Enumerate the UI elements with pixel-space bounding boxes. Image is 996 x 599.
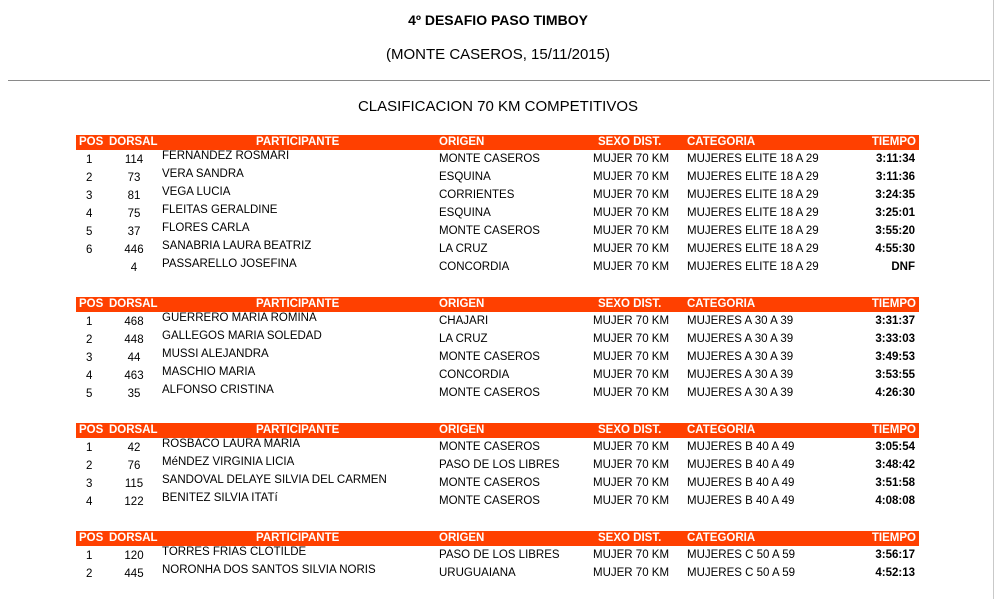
cell-tiempo: 4:52:13: [875, 567, 915, 579]
header-sexo-dist: SEXO DIST.: [598, 136, 662, 148]
cell-dorsal: 76: [127, 460, 141, 472]
header-dorsal: DORSAL: [109, 136, 158, 148]
cell-dorsal: 4: [130, 262, 138, 274]
cell-categoria: MUJERES ELITE 18 A 29: [687, 243, 819, 255]
cell-categoria: MUJERES C 50 A 59: [687, 549, 796, 561]
cell-tiempo: 3:33:03: [875, 333, 915, 345]
cell-origen: CORRIENTES: [439, 189, 515, 201]
table-row: [76, 150, 919, 168]
header-pos: POS: [79, 424, 104, 436]
cell-dorsal: 75: [127, 208, 141, 220]
cell-participante: MéNDEZ VIRGINIA LICIA: [162, 456, 295, 468]
cell-origen: ESQUINA: [439, 171, 491, 183]
cell-pos: 4: [86, 208, 93, 220]
cell-tiempo: 3:11:34: [875, 153, 915, 165]
cell-categoria: MUJERES ELITE 18 A 29: [687, 189, 819, 201]
table-row: [76, 564, 919, 582]
cell-dorsal: 468: [124, 316, 144, 328]
header-sexo-dist: SEXO DIST.: [598, 424, 662, 436]
event-title: 4º DESAFIO PASO TIMBOY: [408, 12, 588, 28]
cell-dorsal: 73: [127, 172, 141, 184]
cell-tiempo: 3:51:58: [875, 477, 915, 489]
cell-participante: FLORES CARLA: [162, 222, 250, 234]
cell-origen: LA CRUZ: [439, 243, 488, 255]
cell-tiempo: 3:25:01: [875, 207, 915, 219]
cell-dorsal: 42: [127, 442, 141, 454]
cell-participante: SANABRIA LAURA BEATRIZ: [162, 240, 312, 252]
event-subtitle: (MONTE CASEROS, 15/11/2015): [386, 46, 610, 63]
cell-dorsal: 114: [124, 154, 144, 166]
cell-tiempo: 4:08:08: [875, 495, 915, 507]
cell-origen: MONTE CASEROS: [439, 477, 540, 489]
cell-categoria: MUJERES A 30 A 39: [687, 333, 794, 345]
header-sexo-dist: SEXO DIST.: [598, 298, 662, 310]
header-tiempo: TIEMPO: [871, 136, 916, 148]
header-dorsal: DORSAL: [109, 424, 158, 436]
table-header: [76, 135, 919, 150]
cell-sexo-dist: MUJER 70 KM: [593, 459, 670, 471]
cell-origen: MONTE CASEROS: [439, 153, 540, 165]
table-row: [76, 312, 919, 330]
cell-participante: MASCHIO MARIA: [162, 366, 256, 378]
cell-origen: LA CRUZ: [439, 333, 488, 345]
cell-pos: 2: [86, 172, 93, 184]
cell-sexo-dist: MUJER 70 KM: [593, 477, 670, 489]
cell-participante: TORRES FRIAS CLOTILDE: [162, 546, 307, 558]
table-row: [76, 438, 919, 456]
header-origen: ORIGEN: [439, 424, 485, 436]
page-right-border: [993, 0, 994, 599]
table-row: [76, 546, 919, 564]
cell-origen: MONTE CASEROS: [439, 351, 540, 363]
cell-participante: FERNANDEZ ROSMARI: [162, 150, 290, 162]
cell-categoria: MUJERES B 40 A 49: [687, 441, 795, 453]
cell-sexo-dist: MUJER 70 KM: [593, 153, 670, 165]
cell-origen: MONTE CASEROS: [439, 441, 540, 453]
cell-participante: ALFONSO CRISTINA: [162, 384, 274, 396]
header-participante: PARTICIPANTE: [256, 136, 340, 148]
cell-categoria: MUJERES ELITE 18 A 29: [687, 261, 819, 273]
cell-tiempo: 3:11:36: [875, 171, 915, 183]
cell-pos: 2: [86, 334, 93, 346]
cell-sexo-dist: MUJER 70 KM: [593, 207, 670, 219]
cell-dorsal: 446: [124, 244, 144, 256]
cell-pos: 4: [86, 496, 93, 508]
header-sexo-dist: SEXO DIST.: [598, 532, 662, 544]
cell-participante: NORONHA DOS SANTOS SILVIA NORIS: [162, 564, 376, 576]
cell-pos: 4: [86, 370, 93, 382]
cell-sexo-dist: MUJER 70 KM: [593, 441, 670, 453]
cell-tiempo: DNF: [891, 261, 915, 273]
cell-pos: 2: [86, 460, 93, 472]
header-dorsal: DORSAL: [109, 532, 158, 544]
cell-categoria: MUJERES B 40 A 49: [687, 459, 795, 471]
cell-sexo-dist: MUJER 70 KM: [593, 171, 670, 183]
cell-sexo-dist: MUJER 70 KM: [593, 351, 670, 363]
cell-categoria: MUJERES B 40 A 49: [687, 495, 795, 507]
header-participante: PARTICIPANTE: [256, 424, 340, 436]
cell-sexo-dist: MUJER 70 KM: [593, 567, 670, 579]
cell-tiempo: 3:31:37: [875, 315, 915, 327]
cell-participante: FLEITAS GERALDINE: [162, 204, 278, 216]
header-origen: ORIGEN: [439, 298, 485, 310]
results-group: [76, 135, 919, 276]
cell-categoria: MUJERES ELITE 18 A 29: [687, 225, 819, 237]
cell-origen: PASO DE LOS LIBRES: [439, 549, 560, 561]
table-row: [76, 366, 919, 384]
table-row: [76, 348, 919, 366]
table-row: [76, 258, 919, 276]
cell-pos: 5: [86, 226, 93, 238]
header-origen: ORIGEN: [439, 532, 485, 544]
cell-origen: URUGUAIANA: [439, 567, 516, 579]
header-categoria: CATEGORIA: [687, 424, 756, 436]
cell-categoria: MUJERES A 30 A 39: [687, 387, 794, 399]
cell-categoria: MUJERES ELITE 18 A 29: [687, 207, 819, 219]
cell-sexo-dist: MUJER 70 KM: [593, 495, 670, 507]
cell-pos: 1: [86, 550, 93, 562]
cell-origen: MONTE CASEROS: [439, 495, 540, 507]
cell-origen: ESQUINA: [439, 207, 491, 219]
cell-participante: PASSARELLO JOSEFINA: [162, 258, 297, 270]
cell-pos: 3: [86, 190, 93, 202]
cell-tiempo: 3:05:54: [875, 441, 915, 453]
cell-dorsal: 120: [124, 550, 144, 562]
cell-participante: BENITEZ SILVIA ITATí: [162, 492, 278, 504]
cell-dorsal: 81: [127, 190, 141, 202]
cell-pos: 1: [86, 316, 93, 328]
cell-pos: 3: [86, 478, 93, 490]
results-group: [76, 423, 919, 510]
table-row: [76, 456, 919, 474]
table-row: [76, 168, 919, 186]
cell-categoria: MUJERES A 30 A 39: [687, 315, 794, 327]
cell-sexo-dist: MUJER 70 KM: [593, 387, 670, 399]
cell-dorsal: 463: [124, 370, 144, 382]
cell-tiempo: 3:48:42: [875, 459, 915, 471]
table-row: [76, 330, 919, 348]
cell-categoria: MUJERES B 40 A 49: [687, 477, 795, 489]
cell-participante: GUERRERO MARIA ROMINA: [162, 312, 317, 324]
cell-pos: 3: [86, 352, 93, 364]
table-header: [76, 297, 919, 312]
cell-tiempo: 3:53:55: [875, 369, 915, 381]
table-row: [76, 204, 919, 222]
table-row: [76, 186, 919, 204]
header-dorsal: DORSAL: [109, 298, 158, 310]
header-tiempo: TIEMPO: [871, 424, 916, 436]
header-pos: POS: [79, 298, 104, 310]
cell-dorsal: 37: [127, 226, 141, 238]
cell-sexo-dist: MUJER 70 KM: [593, 369, 670, 381]
cell-sexo-dist: MUJER 70 KM: [593, 243, 670, 255]
cell-participante: MUSSI ALEJANDRA: [162, 348, 269, 360]
cell-categoria: MUJERES ELITE 18 A 29: [687, 153, 819, 165]
divider: [8, 80, 990, 81]
table-row: [76, 492, 919, 510]
cell-dorsal: 448: [124, 334, 144, 346]
results-group: [76, 297, 919, 402]
cell-origen: CONCORDIA: [439, 261, 510, 273]
header-pos: POS: [79, 532, 104, 544]
cell-tiempo: 3:49:53: [875, 351, 915, 363]
cell-participante: ROSBACO LAURA MARIA: [162, 438, 301, 450]
cell-dorsal: 122: [124, 496, 144, 508]
cell-categoria: MUJERES ELITE 18 A 29: [687, 171, 819, 183]
cell-pos: 1: [86, 154, 93, 166]
cell-categoria: MUJERES A 30 A 39: [687, 351, 794, 363]
cell-dorsal: 445: [124, 568, 144, 580]
cell-origen: MONTE CASEROS: [439, 225, 540, 237]
cell-tiempo: 3:56:17: [875, 549, 915, 561]
section-title: CLASIFICACION 70 KM COMPETITIVOS: [357, 98, 639, 115]
cell-sexo-dist: MUJER 70 KM: [593, 261, 670, 273]
cell-sexo-dist: MUJER 70 KM: [593, 315, 670, 327]
header-tiempo: TIEMPO: [871, 532, 916, 544]
cell-tiempo: 3:55:20: [875, 225, 915, 237]
header-pos: POS: [79, 136, 104, 148]
cell-dorsal: 44: [127, 352, 141, 364]
cell-categoria: MUJERES A 30 A 39: [687, 369, 794, 381]
header-origen: ORIGEN: [439, 136, 485, 148]
cell-origen: PASO DE LOS LIBRES: [439, 459, 560, 471]
table-row: [76, 474, 919, 492]
cell-sexo-dist: MUJER 70 KM: [593, 549, 670, 561]
cell-origen: CHAJARI: [439, 315, 489, 327]
header-categoria: CATEGORIA: [687, 136, 756, 148]
cell-pos: 5: [86, 388, 93, 400]
cell-pos: 1: [86, 442, 93, 454]
header-categoria: CATEGORIA: [687, 298, 756, 310]
header-tiempo: TIEMPO: [871, 298, 916, 310]
cell-sexo-dist: MUJER 70 KM: [593, 225, 670, 237]
cell-origen: CONCORDIA: [439, 369, 510, 381]
cell-origen: MONTE CASEROS: [439, 387, 540, 399]
cell-sexo-dist: MUJER 70 KM: [593, 333, 670, 345]
cell-pos: 2: [86, 568, 93, 580]
cell-categoria: MUJERES C 50 A 59: [687, 567, 796, 579]
results-group: [76, 531, 919, 582]
table-row: [76, 222, 919, 240]
table-row: [76, 384, 919, 402]
cell-dorsal: 35: [127, 388, 141, 400]
cell-dorsal: 115: [124, 478, 144, 490]
table-header: [76, 423, 919, 438]
cell-sexo-dist: MUJER 70 KM: [593, 189, 670, 201]
header-categoria: CATEGORIA: [687, 532, 756, 544]
header-participante: PARTICIPANTE: [256, 532, 340, 544]
cell-pos: 6: [86, 244, 93, 256]
cell-tiempo: 4:55:30: [875, 243, 915, 255]
cell-tiempo: 3:24:35: [875, 189, 915, 201]
header-participante: PARTICIPANTE: [256, 298, 340, 310]
cell-participante: SANDOVAL DELAYE SILVIA DEL CARMEN: [162, 474, 387, 486]
cell-participante: VERA SANDRA: [162, 168, 244, 180]
table-header: [76, 531, 919, 546]
cell-participante: GALLEGOS MARIA SOLEDAD: [162, 330, 322, 342]
cell-participante: VEGA LUCIA: [162, 186, 231, 198]
cell-tiempo: 4:26:30: [875, 387, 915, 399]
table-row: [76, 240, 919, 258]
